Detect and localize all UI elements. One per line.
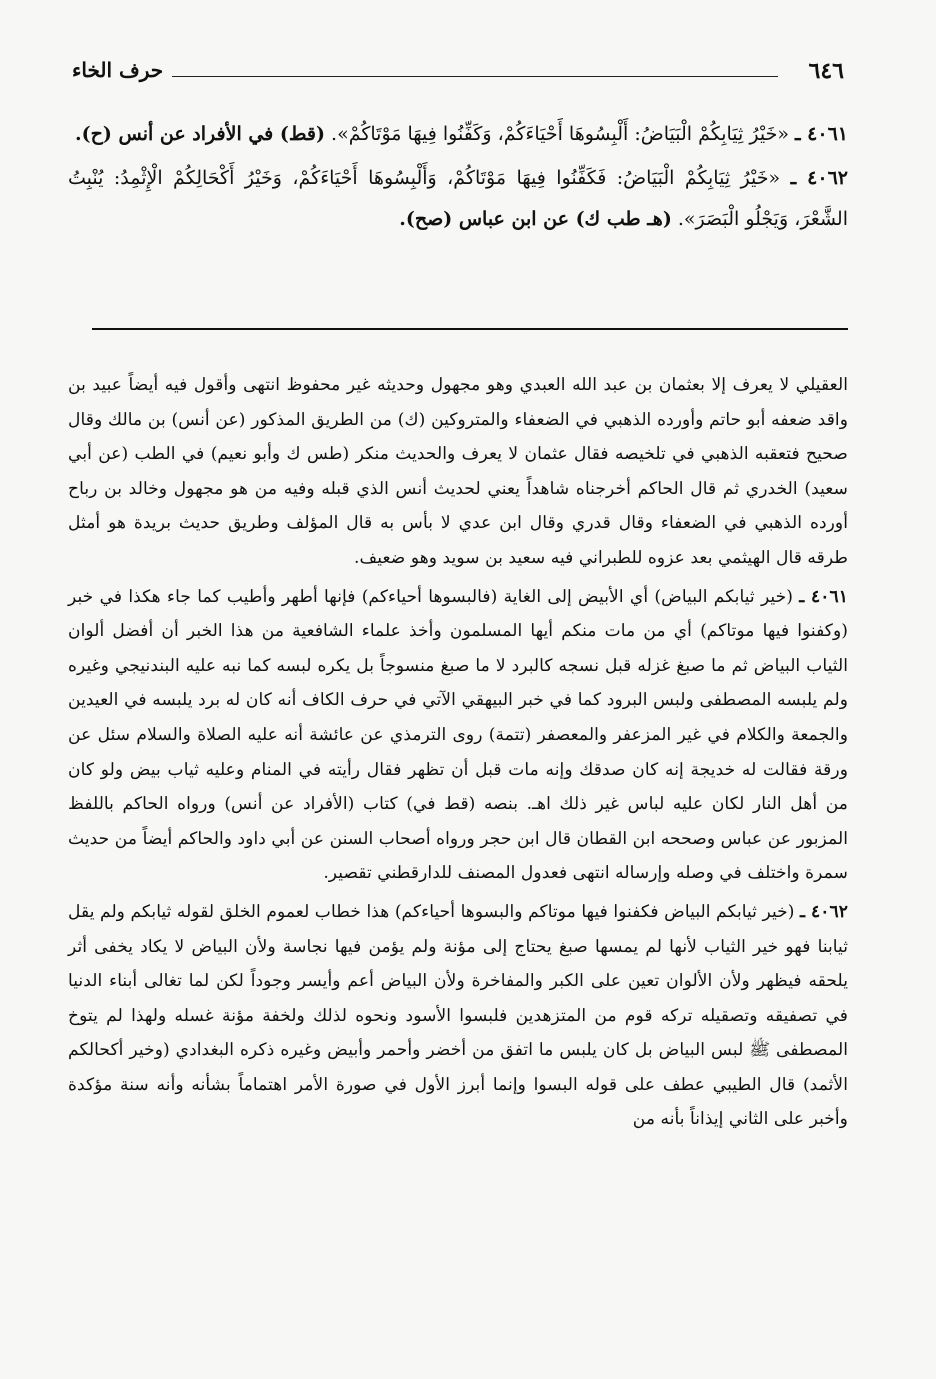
commentary-number: ٤٠٦٢ ـ	[799, 901, 848, 922]
hadith-text: «خَيْرُ ثِيَابِكُمْ الْبَيَاضُ: أَلْبِسُوهَا أَحْيَاءَكُمْ، وَكَفِّنُوا فِيهَا مَوْتَاكُمْ».	[324, 123, 795, 145]
hadith-source: (قط) في الأفراد عن أنس (ح).	[75, 123, 325, 145]
commentary	[68, 368, 848, 1141]
main-text	[68, 114, 848, 243]
commentary-paragraph: العقيلي لا يعرف إلا بعثمان بن عبد الله العبدي وهو مجهول وحديثه غير محفوظ انتهى وأقول فيه أيضاً عبيد بن واقد ضعفه أبو حاتم وأورده الذهبي في الضعفاء والمتروكين (ك) من الطريق المذكور (عن أنس) بن مالك وقال صحيح فتعقبه الذهبي في تلخيصه فقال عثمان لا يعرف والحديث منكر (طس ك وأبو نعيم) في الطب (عن أبي سعيد) الخدري ثم قال الحاكم أخرجناه شاهداً يعني لحديث أنس الذي قبله وفيه من هو مجهول وخالد بن رباح أورده الذهبي في الضعفاء وقال قدري وقال ابن عدي لا بأس به قال المؤلف وطريق حديث بريدة هو أمثل طرقه قال الهيثمي بعد عزوه للطبراني فيه سعيد بن سويد وهو ضعيف.	[68, 375, 848, 568]
page-header	[72, 58, 844, 94]
hadith-entry	[68, 158, 848, 240]
commentary-paragraph	[68, 895, 848, 1137]
hadith-source: (هـ طب ك) عن ابن عباس (صح).	[399, 208, 672, 230]
hadith-number: ٤٠٦٢ ـ	[790, 167, 848, 189]
hadith-text: «خَيْرُ ثِيَابِكُمْ الْبَيَاضُ: فَكَفِّنُوا فِيهَا مَوْتَاكُمْ، وَأَلْبِسُوهَا أَحْيَاءَكُمْ، وَخَيْرُ أَكْحَالِكُمْ الْإِثْمِدُ: يُنْبِتُ الشَّعْرَ، وَيَجْلُو الْبَصَرَ».	[68, 167, 848, 230]
page-number: ٦٤٦	[808, 58, 844, 84]
header-rule	[172, 76, 778, 77]
hadith-entry	[68, 114, 848, 155]
commentary-text: (خير ثيابكم البياض فكفنوا فيها موتاكم والبسوها أحياءكم) هذا خطاب لعموم الخلق لقوله ثيابكم ولم يقل ثيابنا فهو خير الثياب لأنها لم يمسها صبغ يحتاج إلى مؤنة ولم يؤمن فيها نجاسة ولأن البياض لا يكاد يخفى أثر يلحقه فيظهر ولأن الألوان تعين على الكبر والمفاخرة ولأن البياض أعم وأيسر وجوداً لكن لما تغالى أبناء الدنيا في تصفيقه وتصقيله تركه قوم من المتزهدين فلبسوا الأسود ونحوه لذلك ولخفة مؤنة غسله ولهذا لم يتوخ المصطفى ﷺ لبس البياض بل كان يلبس ما اتفق من أخضر وأحمر وأبيض وغيره ذكره البغدادي (وخير أكحالكم الأثمد) قال الطيبي عطف على قوله البسوا وإنما أبرز الأول في صورة الأمر اهتماماً بشأنه وأنه سنة مؤكدة وأخبر على الثاني إيذاناً بأنه من	[68, 901, 848, 1130]
commentary-number: ٤٠٦١ ـ	[799, 586, 848, 607]
commentary-paragraph	[68, 580, 848, 891]
hadith-number: ٤٠٦١ ـ	[794, 123, 848, 145]
footnote-separator	[92, 328, 848, 330]
commentary-text: (خير ثيابكم البياض) أي الأبيض إلى الغاية (فالبسوها أحياءكم) فإنها أطهر وأطيب كما جاء هكذا في خبر (وكفنوا فيها موتاكم) أي من مات منكم أيها المسلمون وأخذ علماء الشافعية من هذا الخبر أن أفضل ألوان الثياب البياض ثم ما صبغ غزله قبل نسجه كالبرد لا ما صبغ منسوجاً بل يكره لبسه كما نبه عليه البندنيجي وغيره ولم يلبسه المصطفى ولبس البرود كما في خبر البيهقي الآتي في حرف الكاف أنه كان له برد يلبسه في العيدين والجمعة والكلام في غير المزعفر والمعصفر (تتمة) روى الترمذي عن عائشة أنه عليه الصلاة والسلام سئل عن ورقة فقالت له خديجة إنه كان صدقك وإنه مات قبل أن تظهر فقال رأيته في المنام وعليه ثياب بيض ولو كان من أهل النار لكان عليه لباس غير ذلك اهـ. بنصه (قط في) كتاب (الأفراد عن أنس) ورواه الحاكم باللفظ المزبور عن عباس وصححه ابن القطان قال ابن حجر ورواه أصحاب السنن عن أبي داود والحاكم أيضاً من حديث سمرة واختلف في وصله وإرساله انتهى فعدول المصنف للدارقطني تقصير.	[68, 586, 848, 884]
running-title: حرف الخاء	[72, 58, 164, 82]
